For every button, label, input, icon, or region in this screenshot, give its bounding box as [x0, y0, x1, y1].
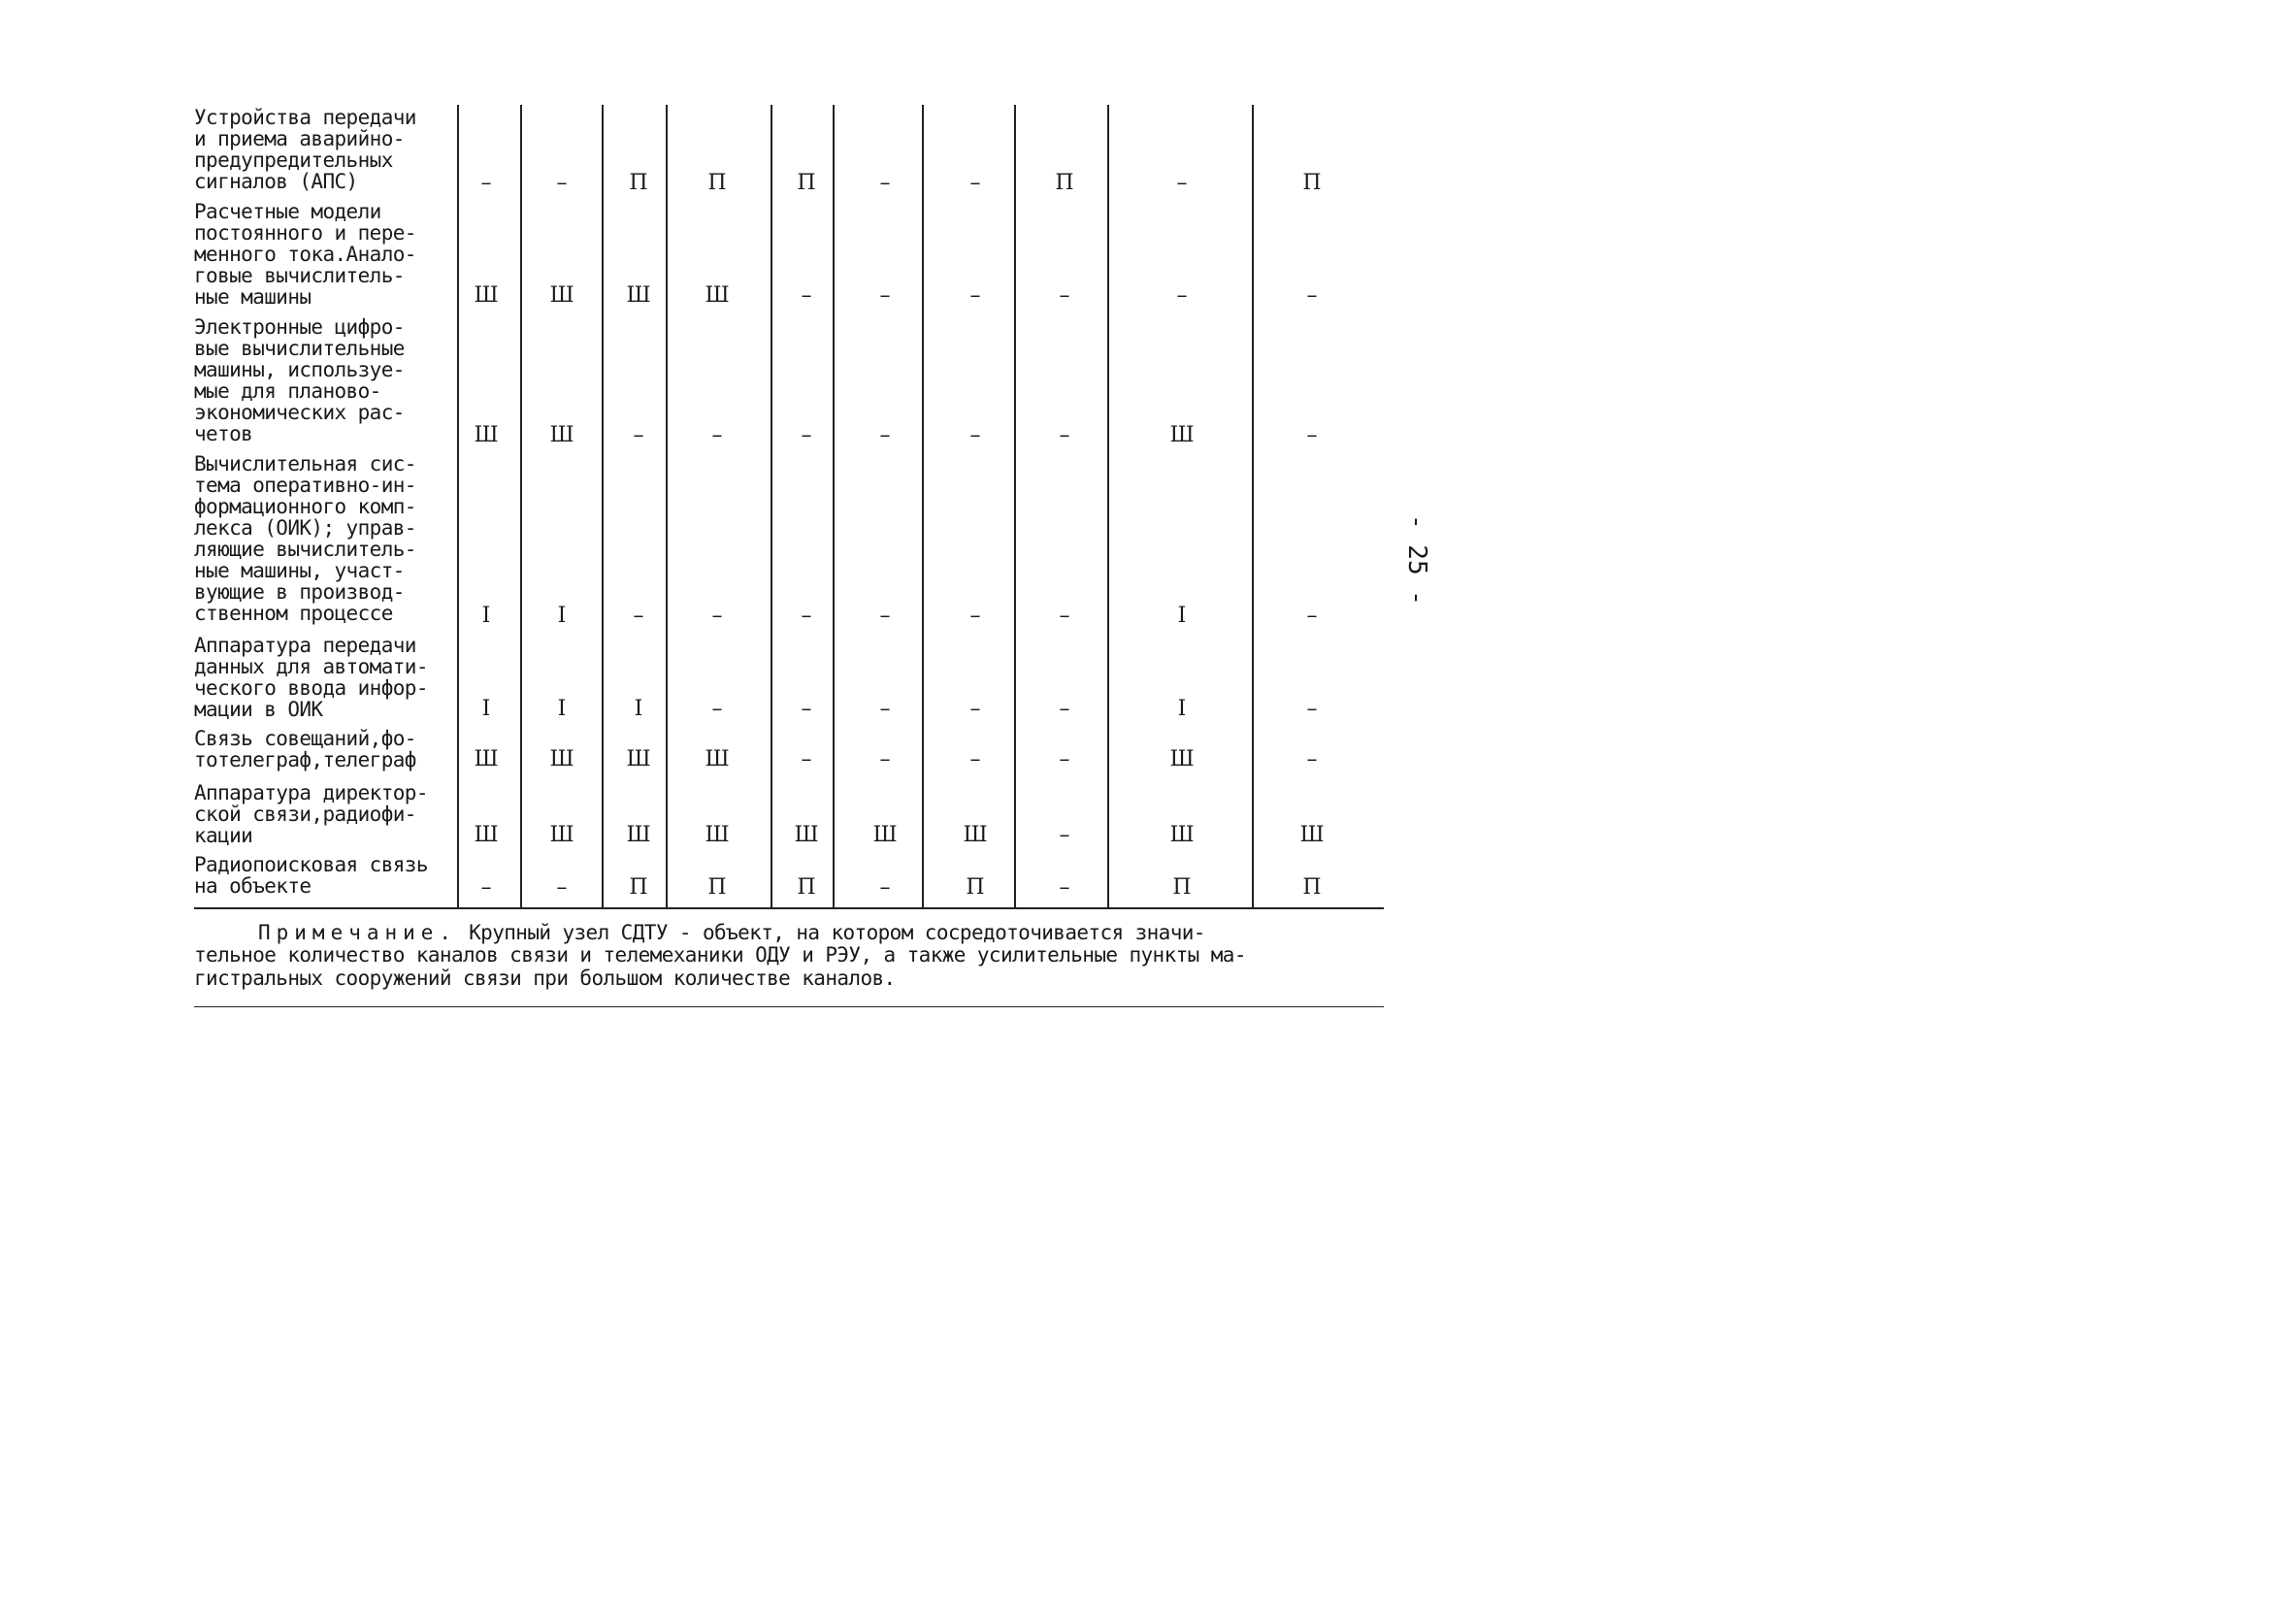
- table-cell: –: [801, 283, 812, 308]
- table-cell: –: [1059, 604, 1070, 628]
- table-cell: –: [711, 423, 723, 447]
- table-cell: I: [634, 697, 643, 721]
- table-cell: Ш: [549, 283, 574, 308]
- table-cell: Ш: [474, 747, 499, 771]
- column-rule: [520, 105, 522, 908]
- table-cell: –: [879, 283, 891, 308]
- table-cell: П: [1302, 171, 1322, 195]
- table-cell: П: [1172, 875, 1192, 900]
- table-cell: –: [801, 423, 812, 447]
- table-cell: Ш: [626, 283, 651, 308]
- table-cell: –: [480, 171, 492, 195]
- table-cell: –: [969, 283, 981, 308]
- table-cell: П: [629, 171, 648, 195]
- table-cell: Ш: [474, 423, 499, 447]
- table-cell: Ш: [1169, 423, 1195, 447]
- table-cell: –: [480, 875, 492, 900]
- column-rule: [771, 105, 772, 908]
- table-cell: П: [966, 875, 985, 900]
- table-cell: –: [1306, 283, 1318, 308]
- table-cell: –: [969, 604, 981, 628]
- table-cell: П: [797, 171, 816, 195]
- note-line-3: гистральных сооружений связи при большом количестве каналов.: [194, 967, 896, 990]
- note-text: Крупный узел СДТУ - объект, на котором сосредоточивается значи-: [469, 921, 1205, 944]
- column-rule: [1014, 105, 1016, 908]
- table-cell: Ш: [705, 283, 730, 308]
- note-heading: Примечание.: [258, 921, 458, 944]
- table-cell: Ш: [963, 823, 988, 847]
- table-cell: –: [1059, 423, 1070, 447]
- table-bottom-rule: [194, 907, 1384, 909]
- table-cell: –: [1059, 283, 1070, 308]
- table-cell: –: [879, 747, 891, 771]
- table-cell: –: [1306, 747, 1318, 771]
- note-line-2: тельное количество каналов связи и телемеханики ОДУ и РЭУ, а также усилительные пункты ма-: [194, 943, 1246, 967]
- row-label: Связь совещаний,фо- тотелеграф,телеграф: [194, 727, 416, 771]
- table-cell: П: [1302, 875, 1322, 900]
- table-cell: –: [801, 604, 812, 628]
- table-cell: –: [879, 423, 891, 447]
- table-cell: –: [711, 604, 723, 628]
- column-rule: [1252, 105, 1254, 908]
- table-cell: –: [879, 604, 891, 628]
- table-cell: П: [707, 875, 727, 900]
- table-cell: –: [801, 697, 812, 721]
- column-rule: [833, 105, 835, 908]
- table-cell: П: [629, 875, 648, 900]
- table-cell: –: [1306, 423, 1318, 447]
- table-cell: –: [1306, 604, 1318, 628]
- table-cell: –: [1176, 283, 1188, 308]
- row-label: Аппаратура директор- ской связи,радиофи- кации: [194, 781, 428, 847]
- table-cell: Ш: [705, 823, 730, 847]
- table-cell: –: [1059, 747, 1070, 771]
- table-cell: Ш: [1169, 747, 1195, 771]
- table-cell: Ш: [1299, 823, 1325, 847]
- table-cell: –: [969, 747, 981, 771]
- table-cell: –: [1059, 697, 1070, 721]
- table-cell: I: [557, 697, 567, 721]
- table-cell: –: [801, 747, 812, 771]
- column-rule: [1107, 105, 1109, 908]
- row-label: Аппаратура передачи данных для автомати- ческого ввода инфор- мации в ОИК: [194, 634, 428, 721]
- table-cell: Ш: [549, 823, 574, 847]
- table-cell: –: [633, 604, 644, 628]
- table-cell: –: [556, 171, 568, 195]
- table-cell: –: [1059, 823, 1070, 847]
- column-rule: [602, 105, 604, 908]
- note-line-1: [194, 922, 1205, 944]
- table-cell: –: [969, 171, 981, 195]
- table-cell: –: [879, 697, 891, 721]
- table-cell: –: [969, 423, 981, 447]
- row-label: Устройства передачи и приема аварийно- предупредительных сигналов (АПС): [194, 106, 416, 193]
- table-cell: Ш: [705, 747, 730, 771]
- table-cell: –: [1306, 697, 1318, 721]
- table-cell: I: [1177, 604, 1187, 628]
- table-cell: Ш: [1169, 823, 1195, 847]
- table-cell: Ш: [474, 823, 499, 847]
- table-cell: –: [879, 171, 891, 195]
- table-cell: I: [481, 697, 491, 721]
- table-cell: Ш: [626, 747, 651, 771]
- table-cell: I: [481, 604, 491, 628]
- table-cell: I: [557, 604, 567, 628]
- table-cell: –: [1059, 875, 1070, 900]
- table-cell: –: [633, 423, 644, 447]
- table-cell: Ш: [549, 747, 574, 771]
- table-cell: Ш: [794, 823, 819, 847]
- table-cell: Ш: [872, 823, 898, 847]
- table-cell: П: [797, 875, 816, 900]
- table-cell: Ш: [626, 823, 651, 847]
- column-rule: [922, 105, 924, 908]
- table-cell: I: [1177, 697, 1187, 721]
- table-cell: –: [969, 697, 981, 721]
- table-cell: –: [711, 697, 723, 721]
- table-cell: Ш: [474, 283, 499, 308]
- table-cell: –: [1176, 171, 1188, 195]
- row-label: Радиопоисковая связь на объекте: [194, 853, 428, 898]
- table-cell: –: [879, 875, 891, 900]
- row-label: Расчетные модели постоянного и пере- менного тока.Анало- говые вычислитель- ные машины: [194, 200, 416, 309]
- table-cell: П: [707, 171, 727, 195]
- column-rule: [666, 105, 668, 908]
- page-number: - 25 -: [1402, 514, 1431, 606]
- row-label: Электронные цифро- вые вычислительные машины, используе- мые для планово- экономических рас- четов: [194, 315, 405, 445]
- table-cell: П: [1055, 171, 1074, 195]
- row-label: Вычислительная сис- тема оперативно-ин- формационного комп- лекса (ОИК); управ- ляющие вычислитель- ные машины, участ- вующие в производ- ственном процессе: [194, 452, 416, 625]
- table-cell: –: [556, 875, 568, 900]
- note-bottom-rule: [194, 1006, 1384, 1007]
- table-cell: Ш: [549, 423, 574, 447]
